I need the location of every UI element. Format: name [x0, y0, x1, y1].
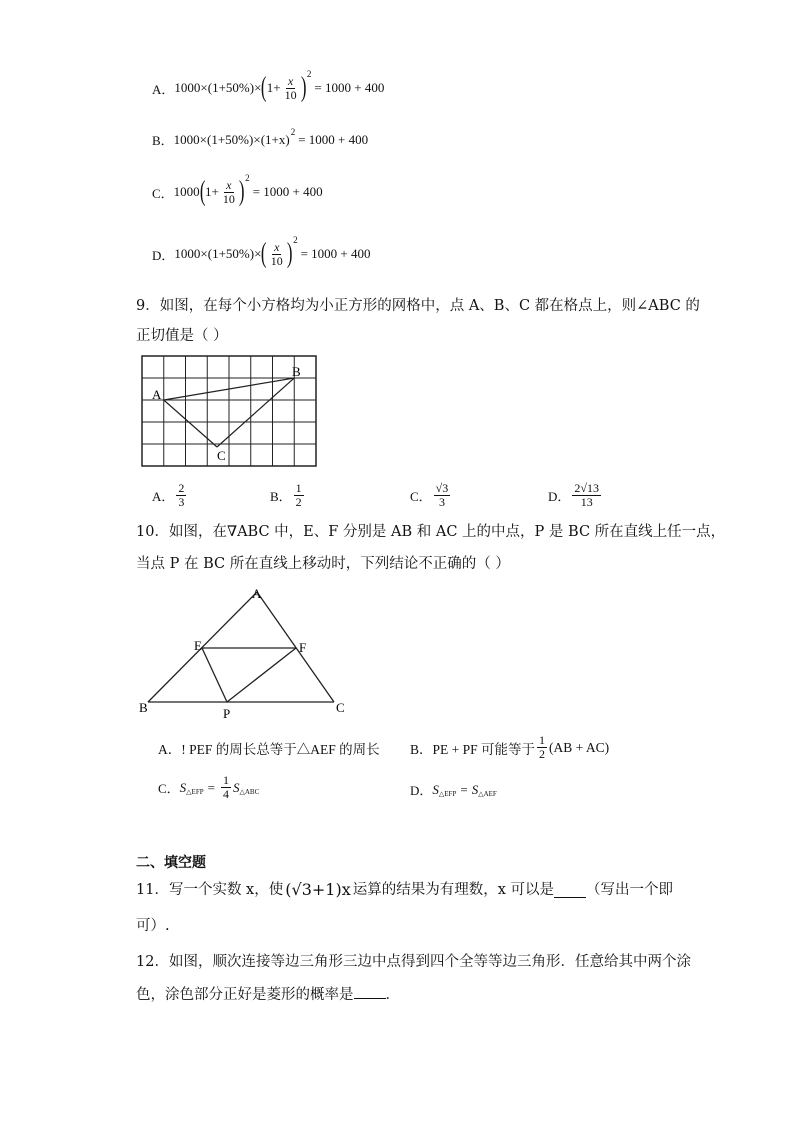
q11-text-line2: 可）. — [136, 918, 170, 934]
fraction: $\frac{x}{10}$ — [270, 239, 283, 268]
q11-text-line1: 11．写一个实数 x，使 (√3+1)x 运算的结果为有理数，x 可以是 （写出一个即 — [136, 880, 674, 899]
q10-choice-d: D． S △EFP = S △AEF — [410, 781, 497, 798]
q9-choice-d: D． $\frac{2√13}{13}$ — [548, 481, 599, 509]
point-b-label: B — [292, 364, 301, 379]
fraction: $\frac{x}{10}$ — [284, 73, 297, 102]
q12-text-line1: 12．如图，顺次连接等边三角形三边中点得到四个全等等边三角形．任意给其中两个涂 — [136, 954, 691, 970]
q10-text-line1: 10．如图，在∇ABC 中，E、F 分别是 AB 和 AC 上的中点，P 是 BC 所在直线上任一点， — [136, 524, 726, 540]
q8-option-c: C． 1000 ( 1+ $\frac{x}{10}$ ) 2 = 1000 + 400 — [152, 173, 323, 207]
label-b: B — [139, 700, 148, 715]
q12-text-line2: 色，涂色部分正好是菱形的概率是 ． — [136, 984, 400, 1005]
q10-choice-b: B． PE + PF 可能等于 $\frac{1}{2}$ (AB + AC) — [410, 733, 610, 761]
grid-lines — [142, 356, 316, 466]
section-title: 二、填空题 — [136, 855, 206, 871]
label-e: E — [194, 638, 202, 653]
label-f: F — [299, 640, 307, 655]
point-c-label: C — [217, 448, 226, 463]
q9-text-line1: 9．如图，在每个小方格均为小正方形的网格中，点 A、B、C 都在格点上，则∠ABC 的 — [136, 298, 700, 314]
fraction: $\frac{x}{10}$ — [222, 177, 235, 206]
q9-choice-a: A． $\frac{2}{3}$ — [152, 481, 185, 509]
q9-choice-c: C． $\frac{√3}{3}$ — [410, 481, 449, 509]
q9-text-line2: 正切值是（ ） — [136, 328, 228, 344]
label-c: C — [336, 700, 345, 715]
q10-choice-c: C． S △EFP = $\frac{1}{4}$ S △ABC — [158, 773, 260, 801]
q9-choice-b: B． $\frac{1}{2}$ — [270, 481, 302, 509]
label-a: A — [252, 586, 262, 601]
q8-option-b: B． 1000× (1+50%) × (1+x) 2 = 1000 + 400 — [152, 126, 369, 148]
q9-grid-figure — [136, 352, 326, 472]
q8-option-d: D． 1000× (1+50%) × ( $\frac{x}{10}$ ) 2 = 1000 + 400 — [152, 235, 371, 269]
answer-blank[interactable] — [354, 984, 386, 999]
q10-text-line2: 当点 P 在 BC 所在直线上移动时，下列结论不正确的（ ） — [136, 556, 510, 572]
q8-option-a: A． 1000× (1+50%) × ( 1+ $\frac{x}{10}$ ) 2 = 1000 + 400 — [152, 69, 385, 103]
label-p: P — [223, 706, 231, 721]
point-a-label: A — [152, 387, 162, 402]
answer-blank[interactable] — [554, 883, 586, 898]
q10-triangle-figure — [134, 582, 359, 722]
q10-choice-a: A．! PEF 的周长总等于△AEF 的周长 — [158, 742, 380, 757]
